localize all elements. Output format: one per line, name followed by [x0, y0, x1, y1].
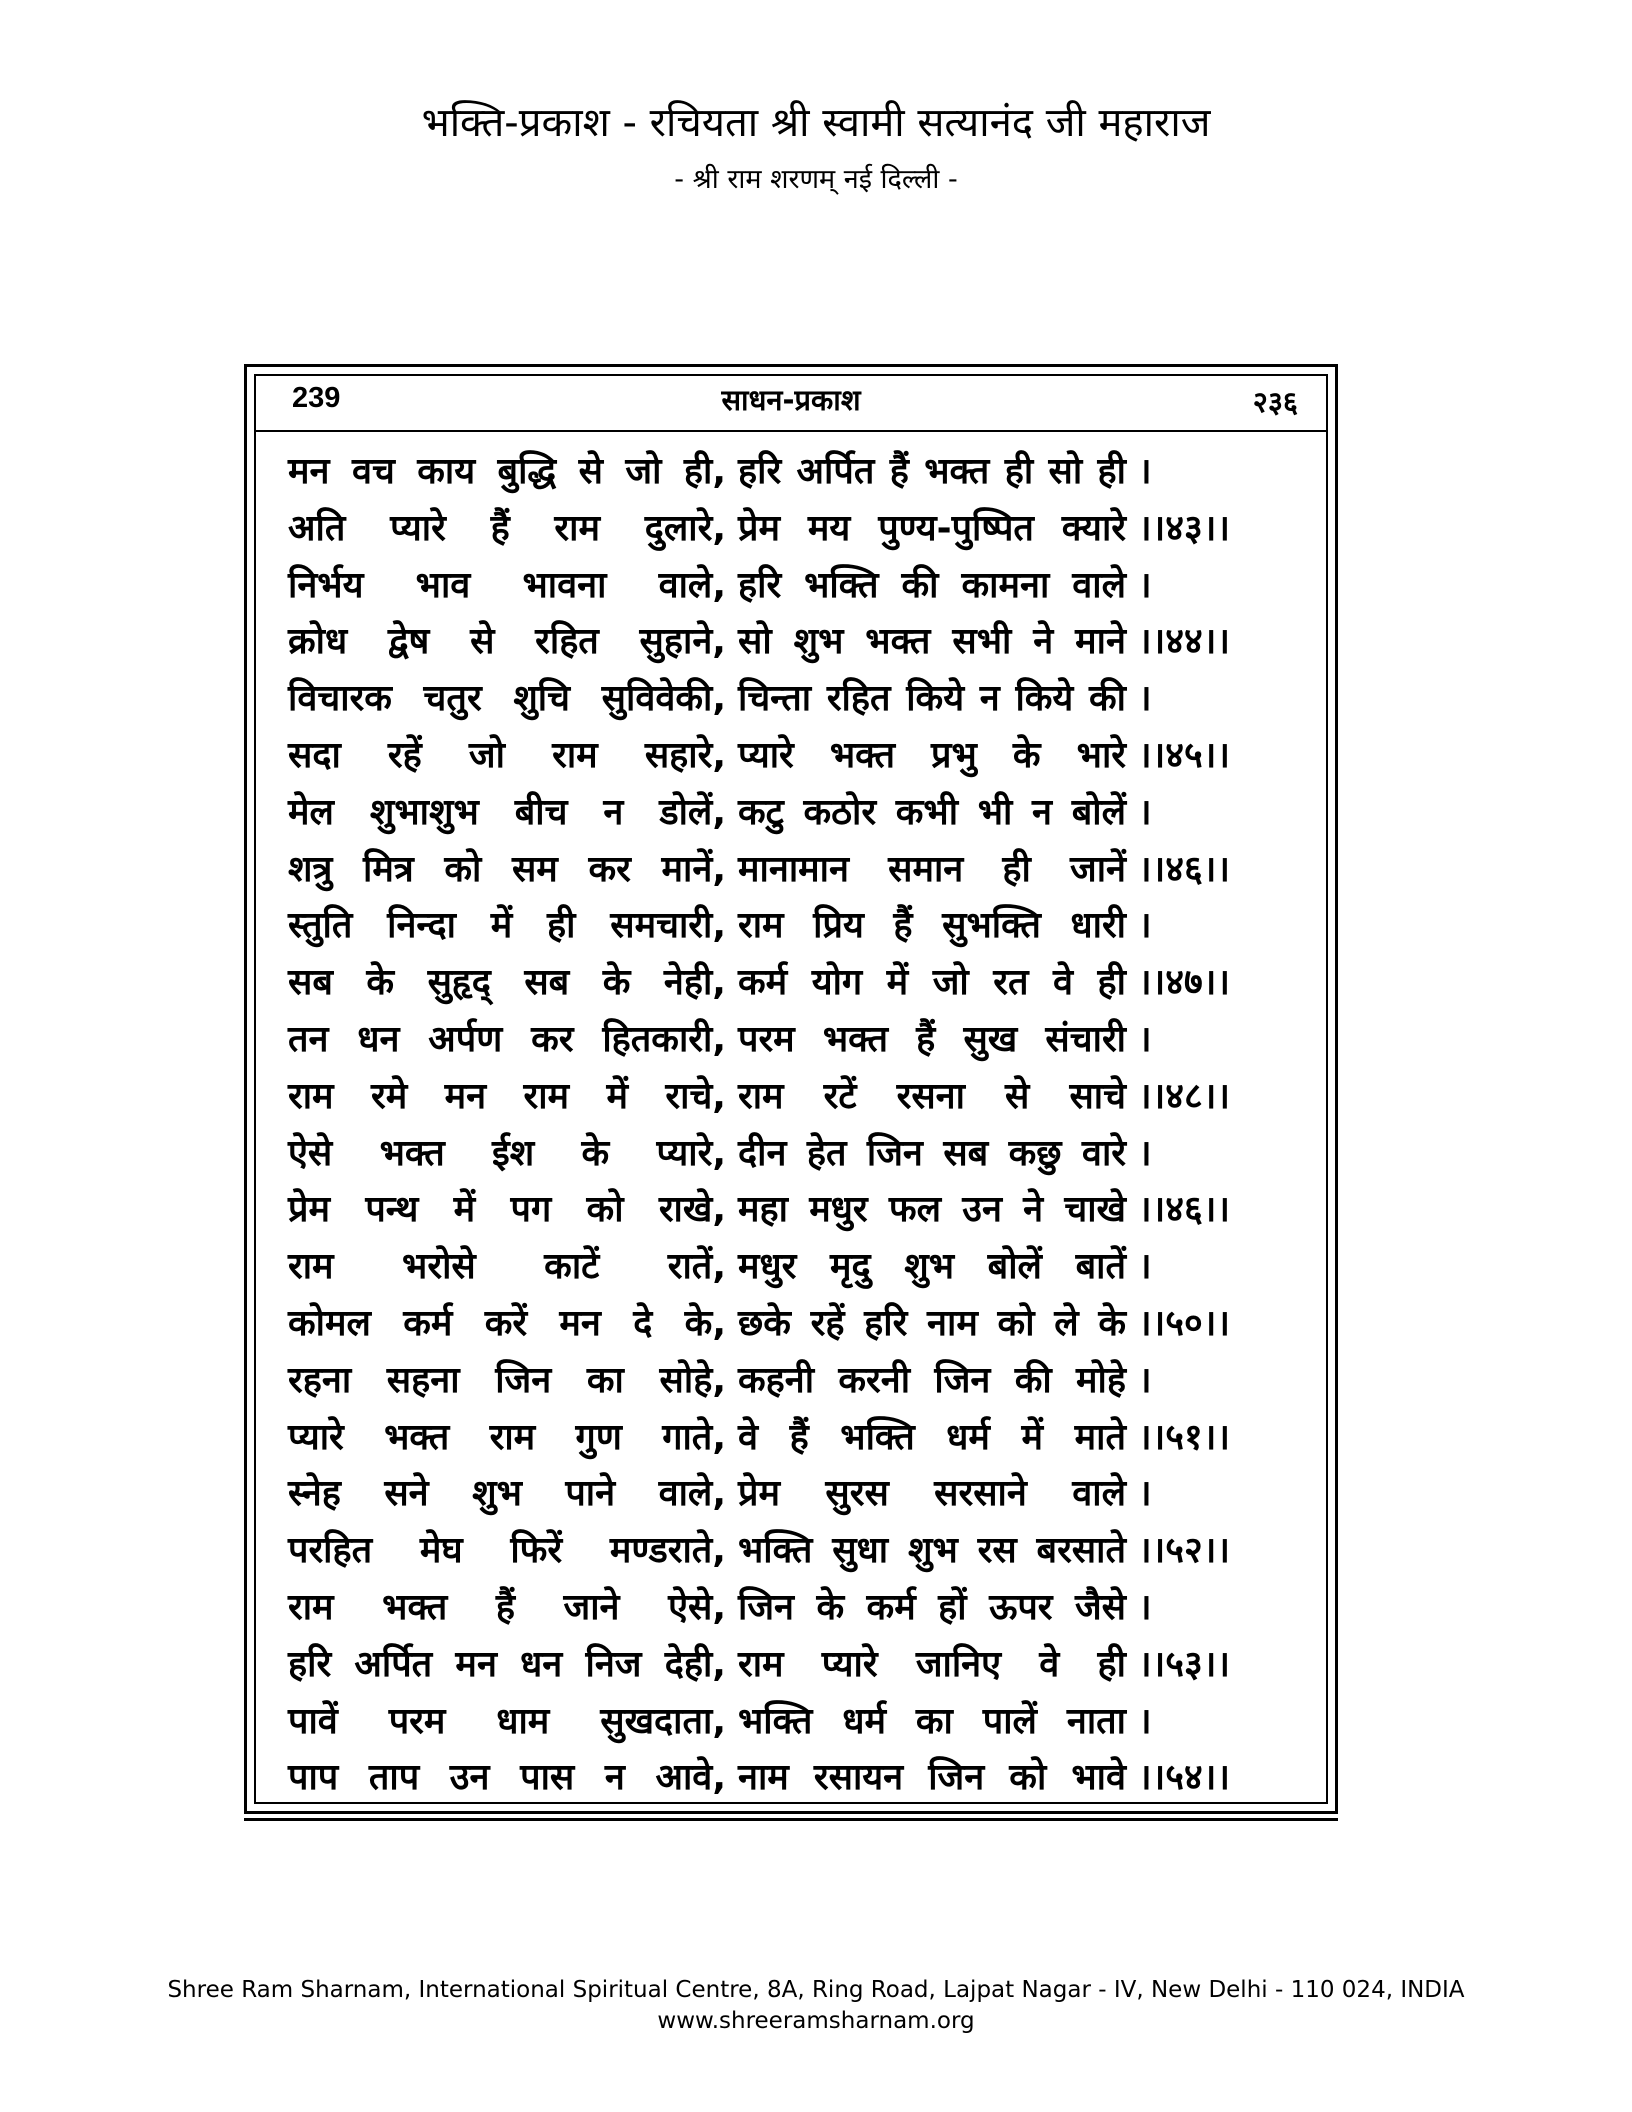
verse-line — [288, 898, 1308, 955]
verse-second-half: मधुर मृदु शुभ बोलें बातें — [738, 1246, 1126, 1288]
verse-end-mark: । — [1138, 564, 1152, 606]
verse-first-half: स्तुति निन्दा में ही समचारी, — [288, 905, 726, 947]
verse-line — [288, 1296, 1308, 1353]
verse-second-half: वे हैं भक्ति धर्म में माते — [738, 1416, 1126, 1458]
verse-first-half: राम भक्त हैं जाने ऐसे, — [288, 1586, 726, 1628]
verse-second-half: भक्ति सुधा शुभ रस बरसाते — [738, 1530, 1126, 1572]
verse-first-half: परहित मेघ फिरें मण्डराते, — [288, 1530, 726, 1572]
verse-line — [288, 1750, 1308, 1807]
verse-line — [288, 501, 1308, 558]
verse-first-half: सदा रहें जो राम सहारे, — [288, 734, 726, 776]
verse-line — [288, 1069, 1308, 1126]
verse-line — [288, 1126, 1308, 1183]
verse-line — [288, 785, 1308, 842]
verse-first-half: राम भरोसे काटें रातें, — [288, 1246, 726, 1288]
verse-end-mark: । — [1138, 1246, 1152, 1288]
verse-line — [288, 1353, 1308, 1410]
page-header-rule — [256, 430, 1326, 432]
verse-line — [288, 558, 1308, 615]
verse-first-half: स्नेह सने शुभ पाने वाले, — [288, 1473, 726, 1515]
verse-first-half: प्यारे भक्त राम गुण गाते, — [288, 1416, 726, 1458]
verse-second-half: भक्ति धर्म का पालें नाता — [738, 1700, 1126, 1742]
verse-second-half: कटु कठोर कभी भी न बोलें — [738, 791, 1126, 833]
footer-address: Shree Ram Sharnam, International Spiritual Centre, 8A, Ring Road, Lajpat Nagar - IV, New Delhi - 110 024, INDIA — [167, 1977, 1465, 2003]
verse-line — [288, 614, 1308, 671]
verse-line — [288, 1182, 1308, 1239]
verse-block — [288, 444, 1308, 1807]
verse-end-mark: । — [1138, 1700, 1152, 1742]
verse-line — [288, 671, 1308, 728]
verse-first-half: प्रेम पन्थ में पग को राखे, — [288, 1189, 726, 1231]
verse-end-mark: ।।५०।। — [1138, 1302, 1231, 1344]
verse-first-half: क्रोध द्वेष से रहित सुहाने, — [288, 621, 726, 663]
verse-line — [288, 444, 1308, 501]
verse-line — [288, 1580, 1308, 1637]
verse-first-half: शत्रु मित्र को सम कर मानें, — [288, 848, 726, 890]
verse-first-half: राम रमे मन राम में राचे, — [288, 1075, 726, 1117]
verse-end-mark: । — [1138, 1359, 1152, 1401]
verse-second-half: मानामान समान ही जानें — [738, 848, 1126, 890]
verse-line — [288, 1410, 1308, 1467]
verse-first-half: तन धन अर्पण कर हितकारी, — [288, 1018, 726, 1060]
page-number-right: २३६ — [1252, 385, 1298, 419]
verse-line — [288, 1466, 1308, 1523]
verse-second-half: दीन हेत जिन सब कछु वारे — [738, 1132, 1127, 1174]
verse-end-mark: । — [1138, 1586, 1152, 1628]
verse-end-mark: ।।४६।। — [1138, 1189, 1231, 1231]
verse-second-half: जिन के कर्म हों ऊपर जैसे — [738, 1586, 1126, 1628]
verse-second-half: राम प्रिय हैं सुभक्ति धारी — [738, 905, 1126, 947]
verse-line — [288, 1637, 1308, 1694]
verse-second-half: महा मधुर फल उन ने चाखे — [738, 1189, 1126, 1231]
verse-first-half: निर्भय भाव भावना वाले, — [288, 564, 726, 606]
page-header — [256, 376, 1326, 430]
verse-first-half: सब के सुहृद् सब के नेही, — [288, 962, 726, 1004]
verse-end-mark: । — [1138, 791, 1152, 833]
verse-first-half: पावें परम धाम सुखदाता, — [288, 1700, 726, 1742]
verse-first-half: हरि अर्पित मन धन निज देही, — [288, 1643, 726, 1685]
verse-end-mark: ।।४६।। — [1138, 848, 1231, 890]
verse-end-mark: । — [1138, 451, 1152, 492]
verse-first-half: मन वच काय बुद्धि से जो ही, — [288, 451, 726, 492]
verse-line — [288, 842, 1308, 899]
verse-line — [288, 1694, 1308, 1751]
verse-second-half: हरि अर्पित हैं भक्त ही सो ही — [738, 451, 1126, 492]
verse-end-mark: ।।५१।। — [1138, 1416, 1231, 1458]
verse-second-half: राम रटें रसना से साचे — [738, 1075, 1126, 1117]
verse-first-half: अति प्यारे हैं राम दुलारे, — [288, 507, 726, 549]
verse-second-half: राम प्यारे जानिए वे ही — [738, 1643, 1126, 1685]
verse-first-half: रहना सहना जिन का सोहे, — [288, 1359, 726, 1401]
section-title: साधन-प्रकाश — [721, 383, 861, 417]
page-frame-bottom-rule — [244, 1818, 1338, 1821]
verse-second-half: प्रेम सुरस सरसाने वाले — [738, 1473, 1126, 1515]
verse-second-half: सो शुभ भक्त सभी ने माने — [738, 621, 1126, 663]
verse-second-half: चिन्ता रहित किये न किये की — [738, 678, 1126, 720]
verse-end-mark: ।।५२।। — [1138, 1530, 1231, 1572]
verse-line — [288, 1239, 1308, 1296]
verse-end-mark: ।।४३।। — [1138, 507, 1231, 549]
verse-end-mark: । — [1138, 1132, 1152, 1174]
verse-second-half: छके रहें हरि नाम को ले के — [738, 1302, 1126, 1344]
footer-website[interactable]: www.shreeramsharnam.org — [657, 2008, 975, 2034]
verse-end-mark: । — [1138, 1473, 1152, 1515]
verse-end-mark: । — [1138, 1018, 1152, 1060]
verse-end-mark: । — [1138, 678, 1152, 720]
verse-first-half: विचारक चतुर शुचि सुविवेकी, — [288, 678, 726, 720]
verse-second-half: प्रेम मय पुण्य-पुष्पित क्यारे — [738, 507, 1126, 549]
verse-second-half: हरि भक्ति की कामना वाले — [738, 564, 1126, 606]
verse-line — [288, 1012, 1308, 1069]
page-number-left: 239 — [292, 382, 341, 414]
verse-line — [288, 728, 1308, 785]
verse-line — [288, 1523, 1308, 1580]
verse-end-mark: ।।४४।। — [1138, 621, 1231, 663]
verse-first-half: पाप ताप उन पास न आवे, — [288, 1757, 726, 1799]
verse-second-half: कर्म योग में जो रत वे ही — [738, 962, 1126, 1004]
verse-end-mark: ।।५३।। — [1138, 1643, 1231, 1685]
document-title: भक्ति-प्रकाश - रचियता श्री स्वामी सत्यानंद जी महाराज — [421, 100, 1211, 146]
verse-second-half: परम भक्त हैं सुख संचारी — [738, 1018, 1126, 1060]
document-subtitle: - श्री राम शरणम् नई दिल्ली - — [674, 164, 958, 195]
verse-second-half: कहनी करनी जिन की मोहे — [738, 1359, 1126, 1401]
verse-second-half: प्यारे भक्त प्रभु के भारे — [738, 734, 1126, 776]
verse-end-mark: । — [1138, 905, 1152, 947]
verse-line — [288, 955, 1308, 1012]
verse-end-mark: ।।४५।। — [1138, 734, 1231, 776]
verse-first-half: मेल शुभाशुभ बीच न डोलें, — [288, 791, 726, 833]
verse-end-mark: ।।४७।। — [1138, 962, 1231, 1004]
verse-end-mark: ।।४८।। — [1138, 1075, 1231, 1117]
verse-first-half: कोमल कर्म करें मन दे के, — [288, 1302, 726, 1344]
verse-first-half: ऐसे भक्त ईश के प्यारे, — [288, 1132, 726, 1174]
verse-second-half: नाम रसायन जिन को भावे — [738, 1757, 1126, 1799]
verse-end-mark: ।।५४।। — [1138, 1757, 1231, 1799]
